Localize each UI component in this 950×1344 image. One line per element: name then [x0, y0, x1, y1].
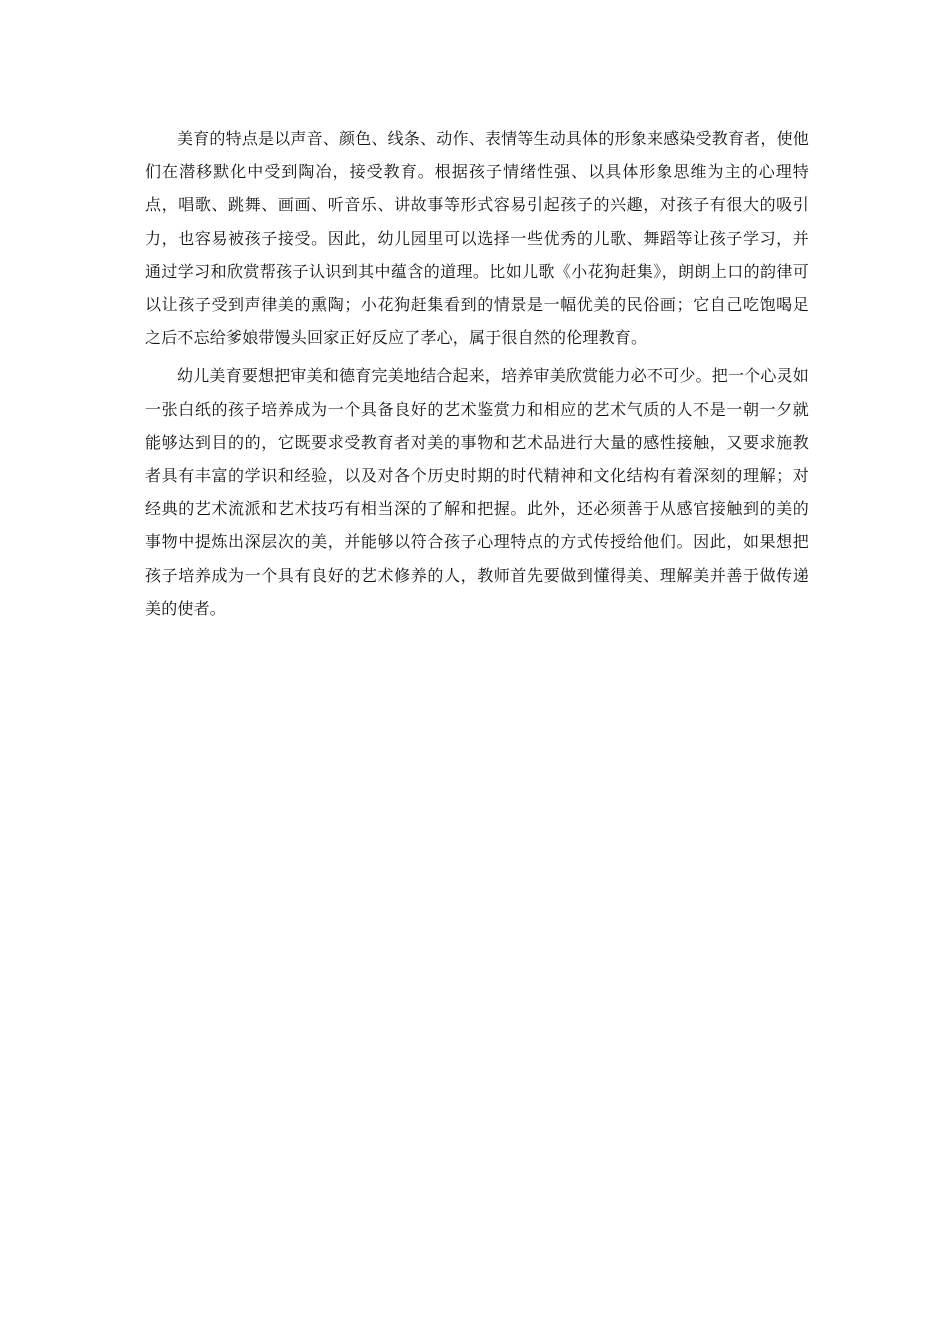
paragraph-aesthetic-education-features: 美育的特点是以声音、颜色、线条、动作、表情等生动具体的形象来感染受教育者，使他们在潜移默化中受到陶冶，接受教育。根据孩子情绪性强、以具体形象思维为主的心理特点，唱歌、跳舞、画画、听音乐、讲故事等形式容易引起孩子的兴趣，对孩子有很大的吸引力，也容易被孩子接受。因此，幼儿园里可以选择一些优秀的儿歌、舞蹈等让孩子学习，并通过学习和欣赏帮孩子认识到其中蕴含的道理。比如儿歌《小花狗赶集》，朗朗上口的韵律可以让孩子受到声律美的熏陶；小花狗赶集看到的情景是一幅优美的民俗画；它自己吃饱喝足之后不忘给爹娘带馒头回家正好反应了孝心，属于很自然的伦理教育。 [145, 129, 809, 348]
paragraph-aesthetic-appreciation: 幼儿美育要想把审美和德育完美地结合起来，培养审美欣赏能力必不可少。把一个心灵如一张白纸的孩子培养成为一个具备良好的艺术鉴赏力和相应的艺术气质的人不是一朝一夕就能够达到目的的，它既要求受教育者对美的事物和艺术品进行大量的感性接触，又要求施教者具有丰富的学识和经验，以及对各个历史时期的时代精神和文化结构有着深刻的理解；对经典的艺术流派和艺术技巧有相当深的了解和把握。此外，还必须善于从感官接触到的美的事物中提炼出深层次的美，并能够以符合孩子心理特点的方式传授给他们。因此，如果想把孩子培养成为一个具有良好的艺术修养的人，教师首先要做到懂得美、理解美并善于做传递美的使者。 [145, 366, 809, 618]
document-body [145, 122, 809, 625]
